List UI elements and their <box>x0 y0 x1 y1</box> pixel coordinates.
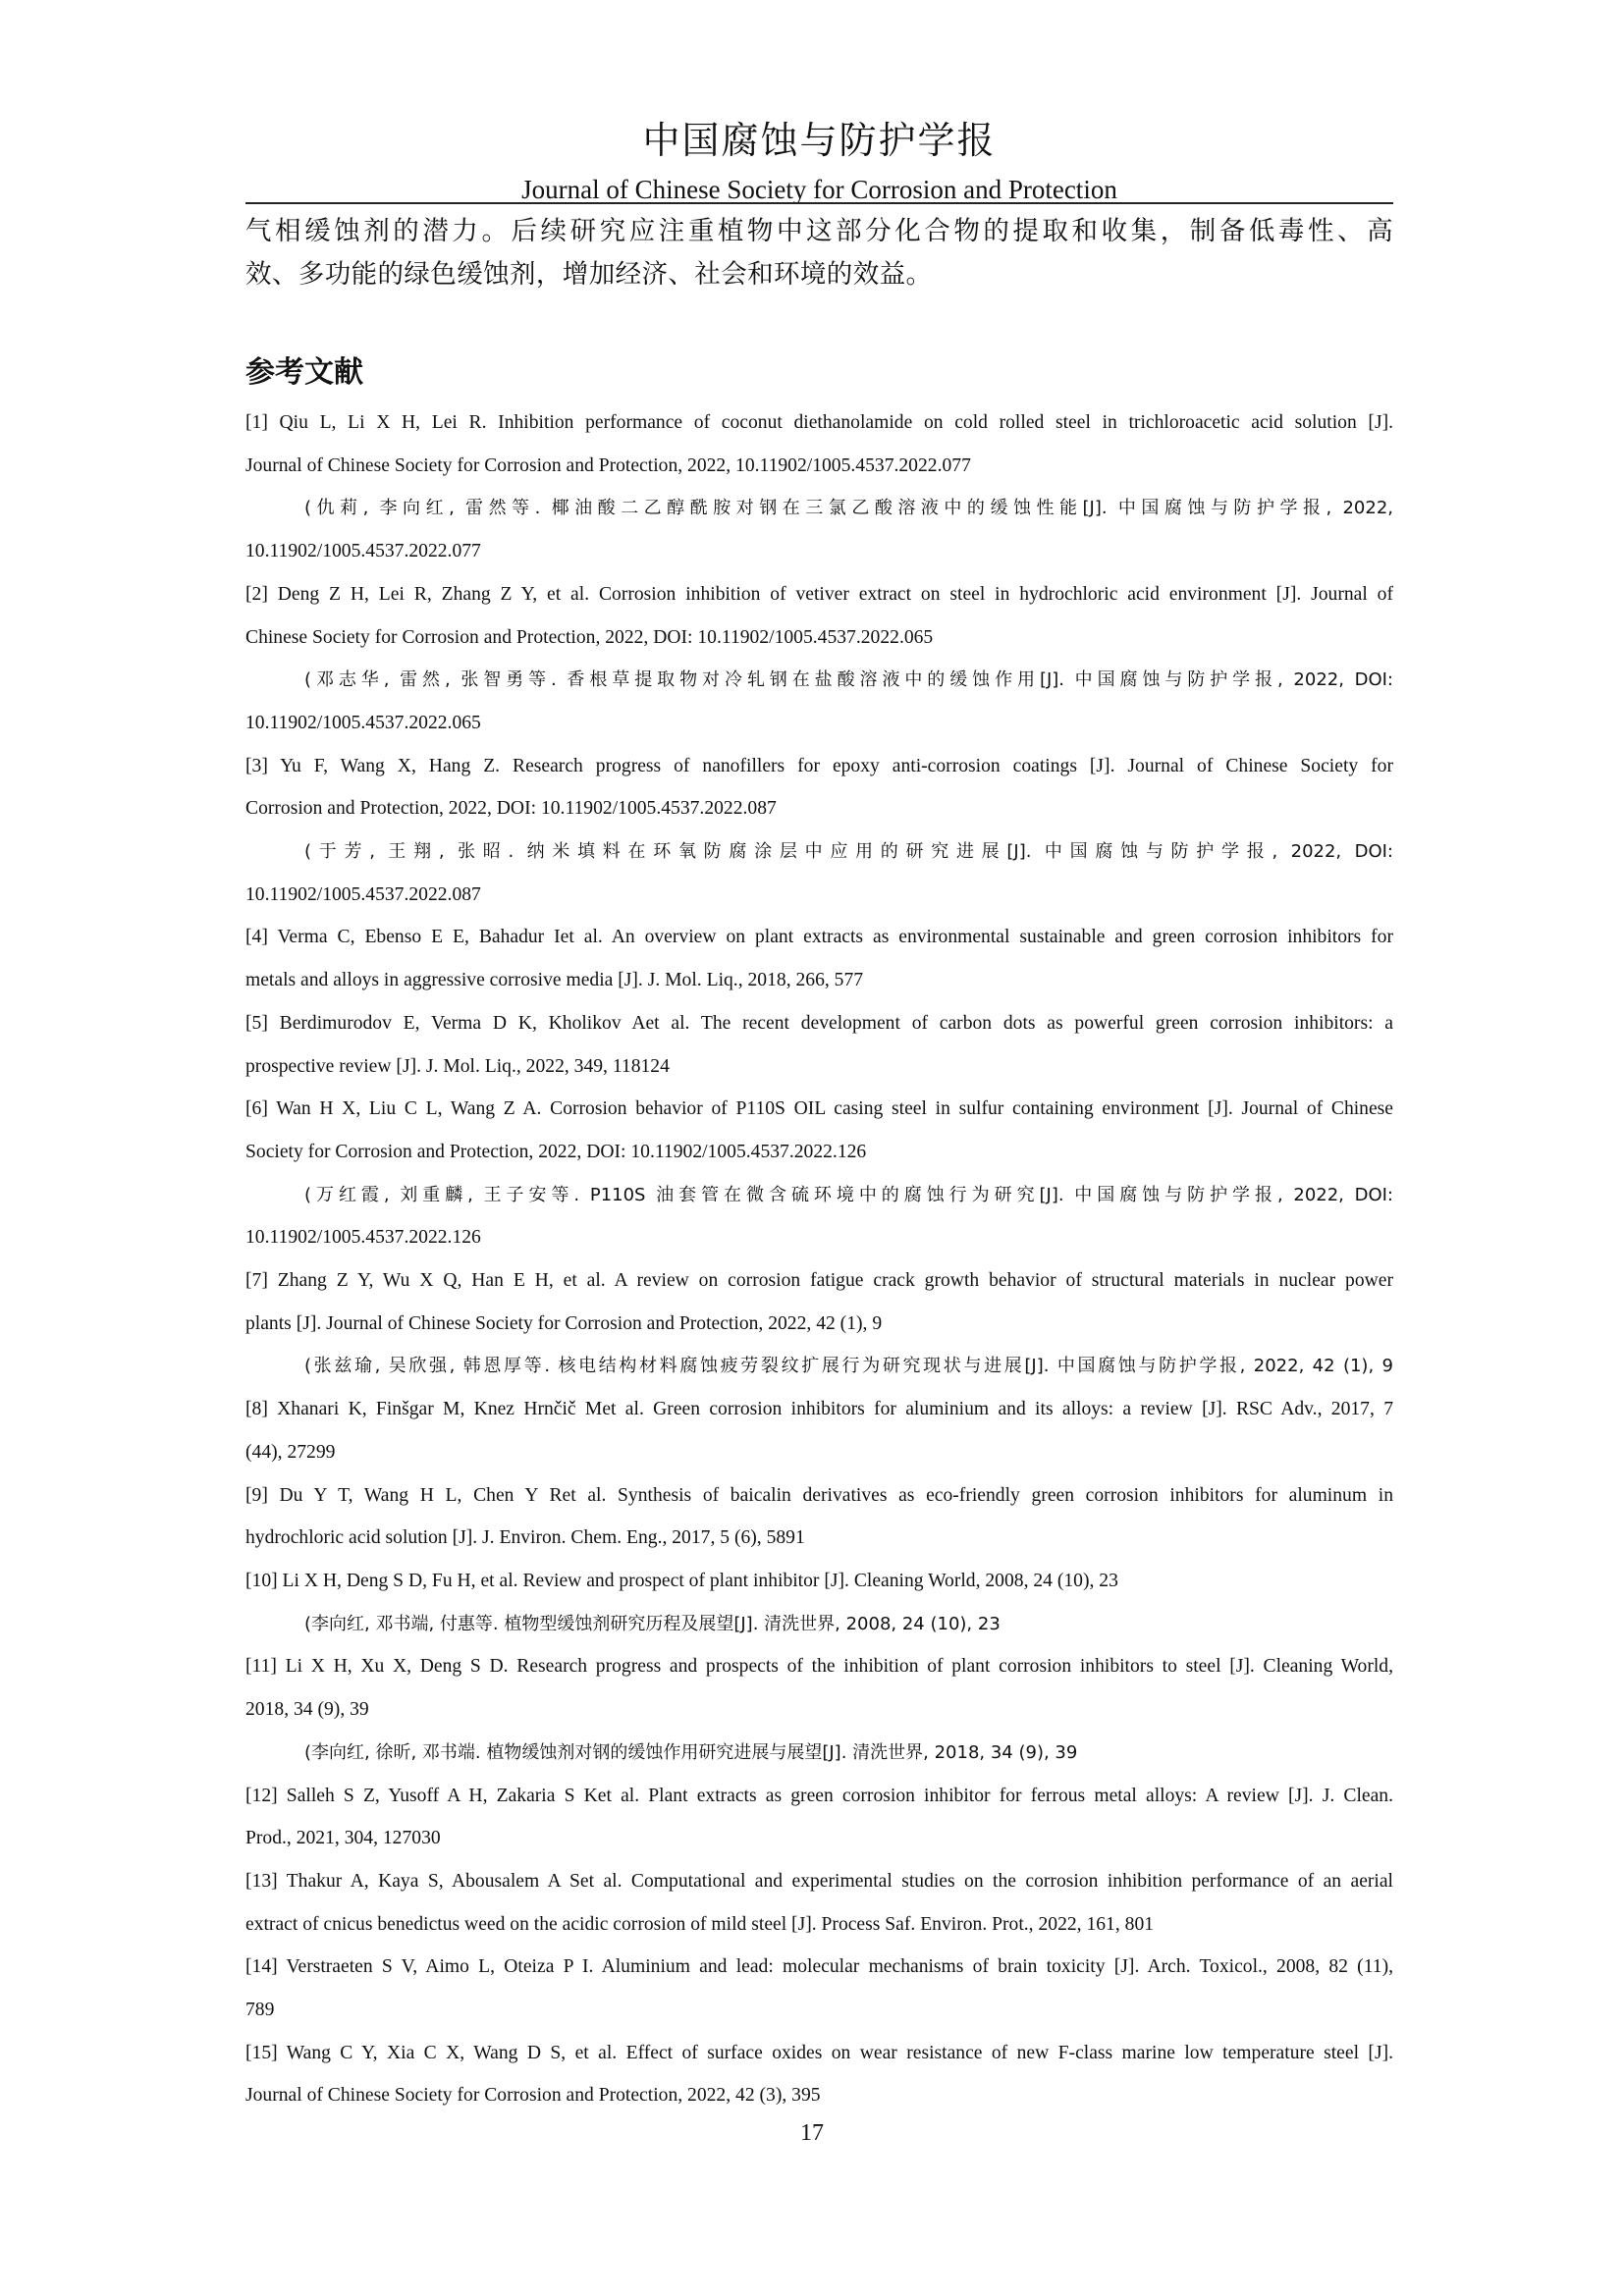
reference-line: Corrosion and Protection, 2022, DOI: 10.11902/1005.4537.2022.087 <box>245 798 777 820</box>
reference-line-cn: (于芳, 王翔, 张昭. 纳米填料在环氧防腐涂层中应用的研究进展[J]. 中国腐蚀与防护学报, 2022, DOI: <box>304 841 1393 863</box>
journal-header <box>245 116 1393 206</box>
reference-line: Journal of Chinese Society for Corrosion and Protection, 2022, 42 (3), 395 <box>245 2085 821 2107</box>
reference-line: 10.11902/1005.4537.2022.065 <box>245 712 481 733</box>
reference-line: [11] Li X H, Xu X, Deng S D. Research progress and prospects of the inhibition of plant corrosion inhibitors to steel [J]. Cleaning World, <box>245 1656 1393 1678</box>
reference-line-cn: (李向红, 邓书端, 付惠等. 植物型缓蚀剂研究历程及展望[J]. 清洗世界, 2008, 24 (10), 23 <box>304 1613 1001 1634</box>
reference-line: [9] Du Y T, Wang H L, Chen Y Ret al. Synthesis of baicalin derivatives as eco-friendly green corrosion inhibitors for aluminum in <box>245 1484 1393 1506</box>
reference-line: 10.11902/1005.4537.2022.126 <box>245 1227 481 1249</box>
body-paragraph <box>245 210 1393 296</box>
reference-line: [1] Qiu L, Li X H, Lei R. Inhibition performance of coconut diethanolamide on cold rolled steel in trichloroacetic acid solution [J]. <box>245 412 1393 433</box>
journal-title-en: Journal of Chinese Society for Corrosion and Protection <box>521 175 1117 204</box>
reference-line: 789 <box>245 2000 275 2021</box>
reference-line: 10.11902/1005.4537.2022.077 <box>245 541 481 562</box>
reference-line: Journal of Chinese Society for Corrosion and Protection, 2022, 10.11902/1005.4537.2022.077 <box>245 454 971 476</box>
reference-line: plants [J]. Journal of Chinese Society for Corrosion and Protection, 2022, 42 (1), 9 <box>245 1312 883 1334</box>
journal-title-cn: 中国腐蚀与防护学报 <box>642 119 997 162</box>
reference-line: [2] Deng Z H, Lei R, Zhang Z Y, et al. Corrosion inhibition of vetiver extract on steel in hydrochloric acid environment [J]. Journal of <box>245 583 1393 605</box>
reference-line: [14] Verstraeten S V, Aimo L, Oteiza P I. Aluminium and lead: molecular mechanisms of brain toxicity [J]. Arch. Toxicol., 2008, 82 (11), <box>245 1956 1393 1978</box>
body-line: 效、多功能的绿色缓蚀剂，增加经济、社会和环境的效益。 <box>245 259 933 290</box>
reference-line-cn: (仇莉, 李向红, 雷然等. 椰油酸二乙醇酰胺对钢在三氯乙酸溶液中的缓蚀性能[J]. 中国腐蚀与防护学报, 2022, <box>304 498 1393 519</box>
reference-line-cn: (邓志华, 雷然, 张智勇等. 香根草提取物对冷轧钢在盐酸溶液中的缓蚀作用[J]. 中国腐蚀与防护学报, 2022, DOI: <box>304 669 1393 691</box>
reference-line: [13] Thakur A, Kaya S, Abousalem A Set al. Computational and experimental studies on the corrosion inhibition performance of an aerial <box>245 1870 1393 1892</box>
page-number: 17 <box>800 2120 824 2146</box>
references-heading: 参考文献 <box>245 355 363 390</box>
reference-line: [7] Zhang Z Y, Wu X Q, Han E H, et al. A review on corrosion fatigue crack growth behavior of structural materials in nuclear power <box>245 1270 1393 1292</box>
reference-line: 10.11902/1005.4537.2022.087 <box>245 883 481 905</box>
reference-line: [12] Salleh S Z, Yusoff A H, Zakaria S Ket al. Plant extracts as green corrosion inhibitor for ferrous metal alloys: A review [J]. J. Clean. <box>245 1785 1393 1806</box>
reference-line-cn: (万红霞, 刘重麟, 王子安等. P110S 油套管在微含硫环境中的腐蚀行为研究[J]. 中国腐蚀与防护学报, 2022, DOI: <box>304 1184 1393 1205</box>
reference-line: [3] Yu F, Wang X, Hang Z. Research progress of nanofillers for epoxy anti-corrosion coatings [J]. Journal of Chinese Society for <box>245 755 1393 776</box>
reference-line: [15] Wang C Y, Xia C X, Wang D S, et al. Effect of surface oxides on wear resistance of new F-class marine low temperature steel [J]. <box>245 2042 1393 2063</box>
reference-line: [10] Li X H, Deng S D, Fu H, et al. Review and prospect of plant inhibitor [J]. Cleaning World, 2008, 24 (10), 23 <box>245 1570 1118 1591</box>
reference-line: Chinese Society for Corrosion and Protection, 2022, DOI: 10.11902/1005.4537.2022.065 <box>245 626 934 648</box>
reference-line-cn: (张兹瑜, 吴欣强, 韩恩厚等. 核电结构材料腐蚀疲劳裂纹扩展行为研究现状与进展[J]. 中国腐蚀与防护学报, 2022, 42 (1), 9 <box>304 1356 1393 1377</box>
reference-line: 2018, 34 (9), 39 <box>245 1699 369 1721</box>
reference-line: metals and alloys in aggressive corrosive media [J]. J. Mol. Liq., 2018, 266, 577 <box>245 970 864 991</box>
reference-line: [6] Wan H X, Liu C L, Wang Z A. Corrosion behavior of P110S OIL casing steel in sulfur containing environment [J]. Journal of Chinese <box>245 1098 1393 1120</box>
reference-line: prospective review [J]. J. Mol. Liq., 2022, 349, 118124 <box>245 1055 670 1077</box>
reference-line: [8] Xhanari K, Finšgar M, Knez Hrnčič Met al. Green corrosion inhibitors for aluminium and its alloys: a review [J]. RSC Adv., 2017, 7 <box>245 1399 1393 1420</box>
reference-line: [4] Verma C, Ebenso E E, Bahadur Iet al. An overview on plant extracts as environmental sustainable and green corrosion inhibitors for <box>245 927 1393 948</box>
reference-line: hydrochloric acid solution [J]. J. Environ. Chem. Eng., 2017, 5 (6), 5891 <box>245 1527 805 1549</box>
reference-list <box>245 401 1393 2117</box>
reference-line: (44), 27299 <box>245 1441 336 1463</box>
header-divider <box>245 202 1393 204</box>
reference-line: [5] Berdimurodov E, Verma D K, Kholikov Aet al. The recent development of carbon dots as powerful green corrosion inhibitors: a <box>245 1012 1393 1034</box>
reference-line: extract of cnicus benedictus weed on the acidic corrosion of mild steel [J]. Process Saf. Environ. Prot., 2022, 161, 801 <box>245 1913 1155 1935</box>
reference-line: Society for Corrosion and Protection, 2022, DOI: 10.11902/1005.4537.2022.126 <box>245 1141 867 1162</box>
body-line: 气相缓蚀剂的潜力。后续研究应注重植物中这部分化合物的提取和收集，制备低毒性、高 <box>245 216 1393 246</box>
reference-line-cn: (李向红, 徐昕, 邓书端. 植物缓蚀剂对钢的缓蚀作用研究进展与展望[J]. 清洗世界, 2018, 34 (9), 39 <box>304 1741 1078 1763</box>
reference-line: Prod., 2021, 304, 127030 <box>245 1828 441 1849</box>
